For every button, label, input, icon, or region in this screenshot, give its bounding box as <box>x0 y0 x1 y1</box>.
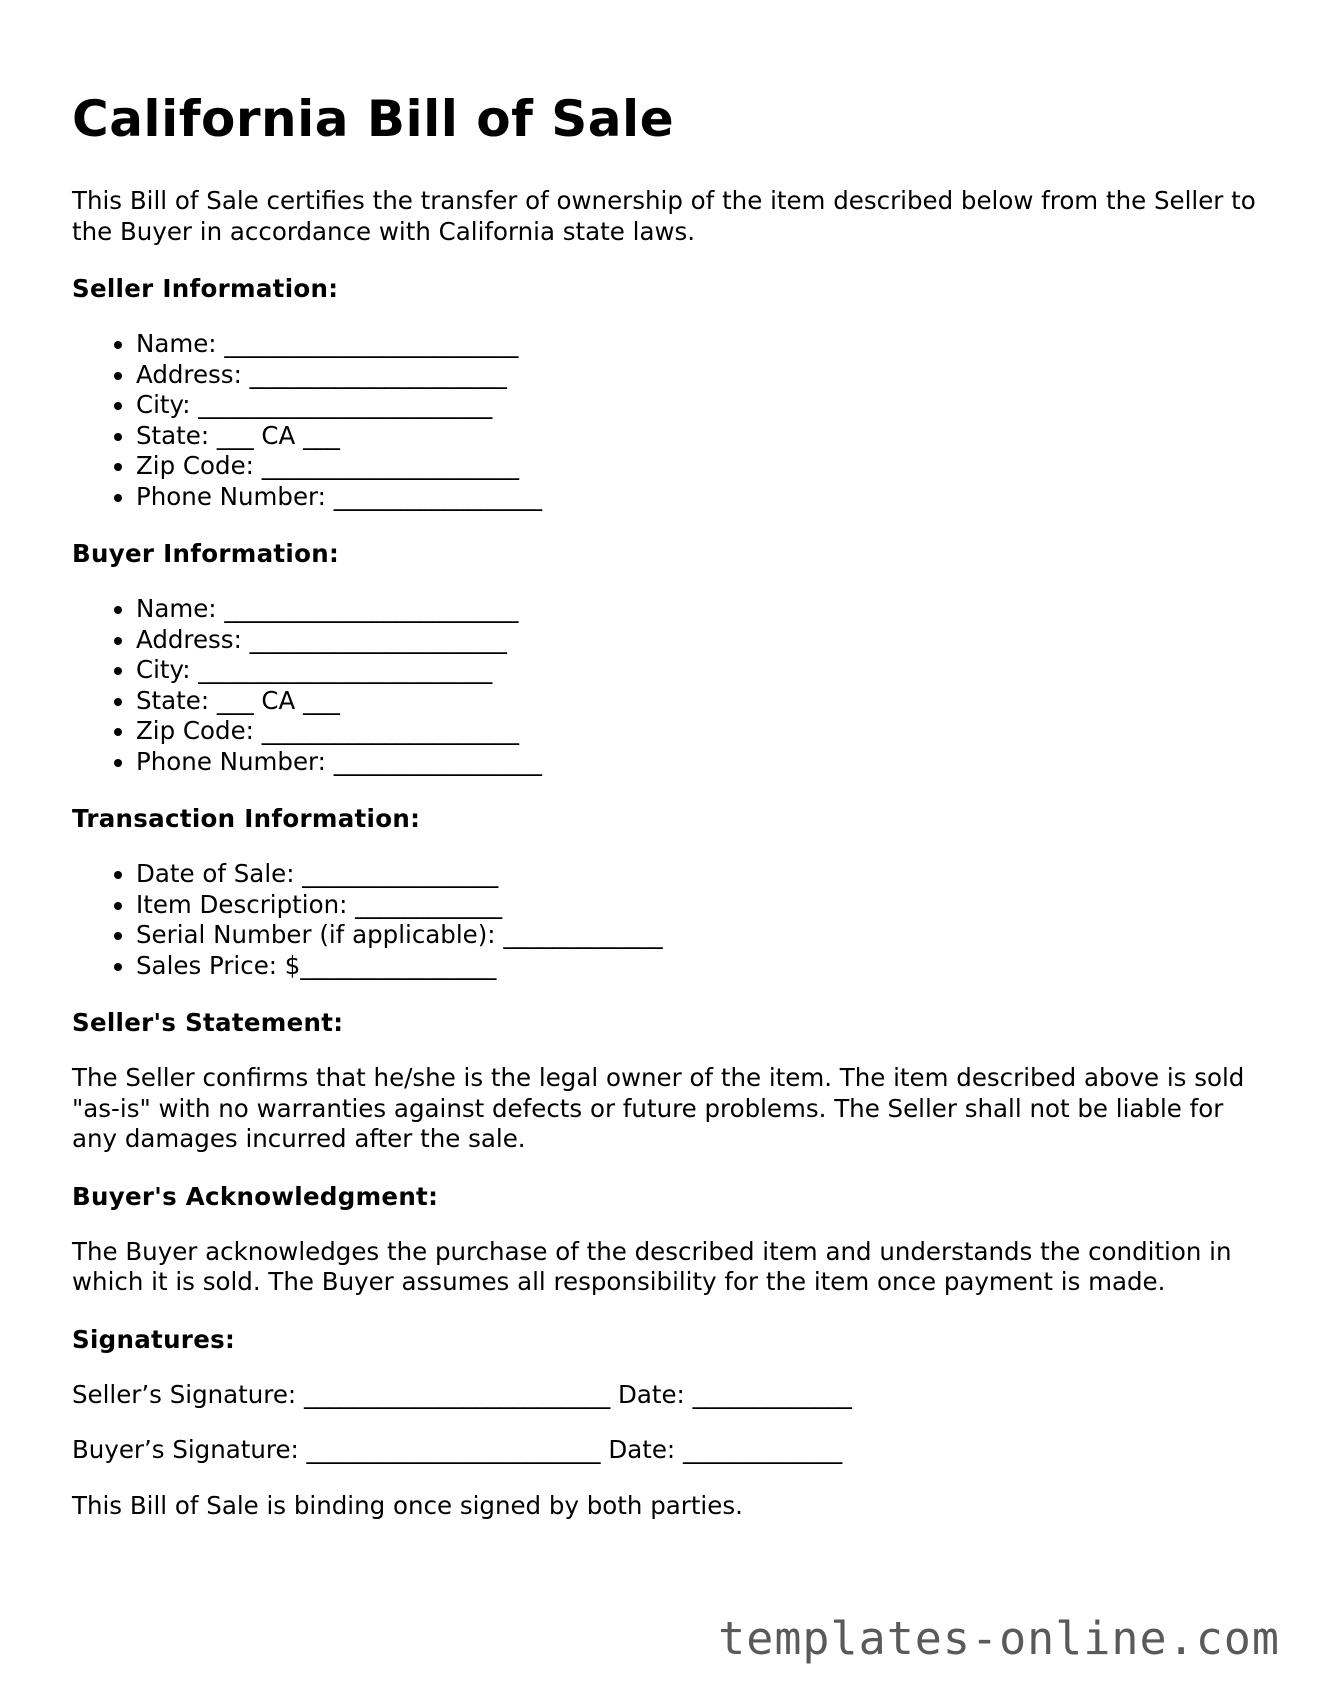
document-page <box>72 0 1262 1521</box>
serial-number-field: • Serial Number (if applicable): _____________ <box>136 920 1262 951</box>
buyer-city-field: • City: ________________________ <box>136 655 1262 686</box>
buyer-zip-field: • Zip Code: _____________________ <box>136 716 1262 747</box>
buyer-phone-field: • Phone Number: _________________ <box>136 747 1262 778</box>
document-title: California Bill of Sale <box>72 90 675 148</box>
buyer-information-list <box>72 594 1262 777</box>
buyer-name-field: • Name: ________________________ <box>136 594 1262 625</box>
seller-zip-field: • Zip Code: _____________________ <box>136 451 1262 482</box>
seller-name-field: • Name: ________________________ <box>136 329 1262 360</box>
transaction-information-heading: Transaction Information: <box>72 804 421 833</box>
seller-information-list <box>72 329 1262 512</box>
buyer-state-field: • State: ___ CA ___ <box>136 686 1262 717</box>
seller-information-heading: Seller Information: <box>72 274 339 303</box>
closing-statement: This Bill of Sale is binding once signed by both parties. <box>72 1490 743 1520</box>
seller-address-field: • Address: _____________________ <box>136 360 1262 391</box>
seller-statement-heading: Seller's Statement: <box>72 1008 344 1037</box>
item-description-field: • Item Description: ____________ <box>136 890 1262 921</box>
date-of-sale-field: • Date of Sale: ________________ <box>136 859 1262 890</box>
sales-price-field: • Sales Price: $________________ <box>136 951 1262 982</box>
seller-signature-line: Seller’s Signature: _________________________ Date: _____________ <box>72 1379 852 1409</box>
transaction-information-list <box>72 859 1262 981</box>
buyer-information-heading: Buyer Information: <box>72 539 340 568</box>
buyer-acknowledgment-text: The Buyer acknowledges the purchase of the described item and understands the condition in which it is sold. The Buyer assumes all responsibility for the item once payment is made. <box>72 1236 1232 1296</box>
buyer-acknowledgment-heading: Buyer's Acknowledgment: <box>72 1181 439 1211</box>
buyer-address-field: • Address: _____________________ <box>136 625 1262 656</box>
seller-phone-field: • Phone Number: _________________ <box>136 482 1262 513</box>
seller-statement-text: The Seller confirms that he/she is the legal owner of the item. The item described above is sold "as-is" with no warranties against defects or future problems. The Seller shall not be liable for any damages incurred after the sale. <box>72 1063 1245 1153</box>
signatures-heading: Signatures: <box>72 1324 236 1354</box>
intro-paragraph: This Bill of Sale certifies the transfer of ownership of the item described below from the Seller to the Buyer in accordance with California state laws. <box>72 186 1256 246</box>
watermark-text: templates-online.com <box>718 1612 1280 1665</box>
seller-state-field: • State: ___ CA ___ <box>136 421 1262 452</box>
seller-city-field: • City: ________________________ <box>136 390 1262 421</box>
buyer-signature-line: Buyer’s Signature: ________________________ Date: _____________ <box>72 1435 843 1464</box>
